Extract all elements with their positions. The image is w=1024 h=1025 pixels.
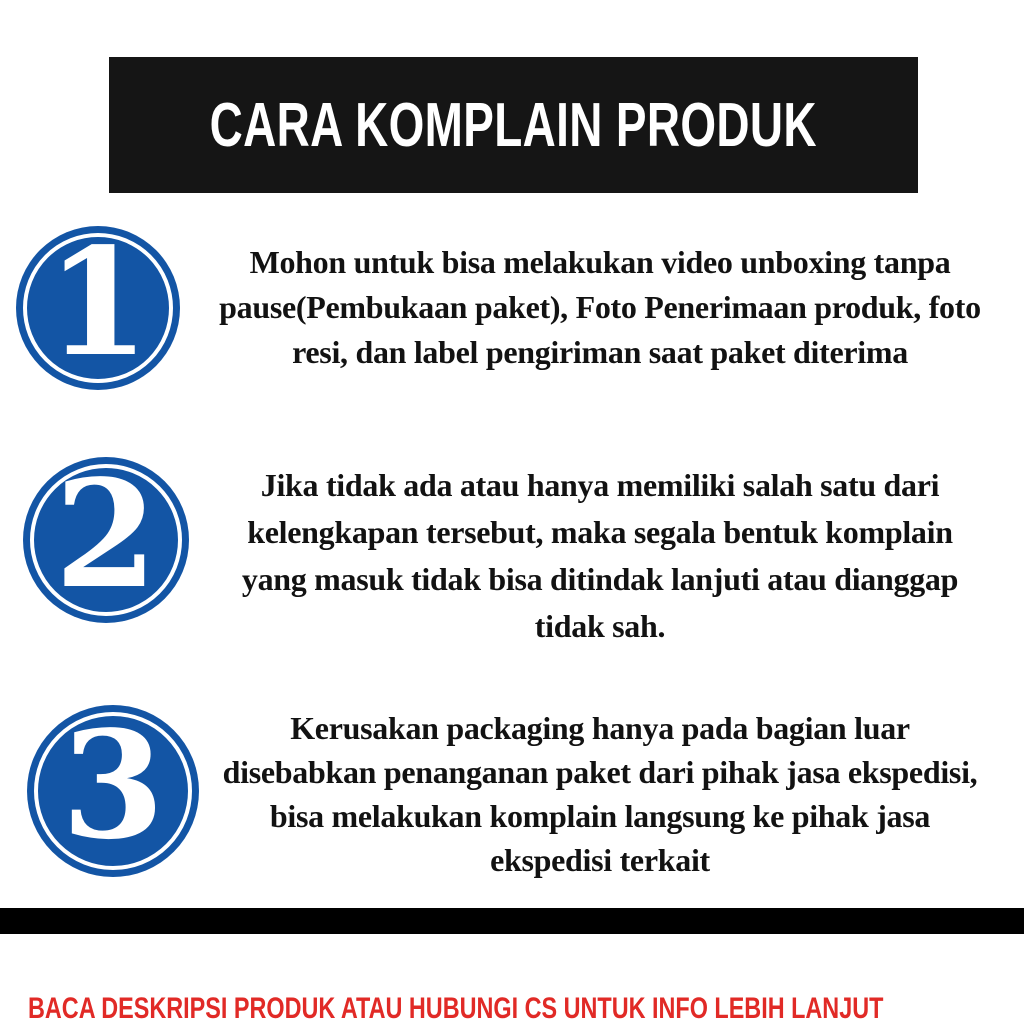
step-2-text <box>178 462 1022 650</box>
step-3-line: bisa melakukan komplain langsung ke pihak jasa <box>269 798 931 834</box>
step-1-number: 1 <box>46 215 150 389</box>
step-1-text <box>178 240 1022 375</box>
step-2-badge <box>23 447 189 623</box>
step-1-badge <box>16 215 180 390</box>
step-3-number: 3 <box>61 698 165 872</box>
step-2-line: Jika tidak ada atau hanya memiliki salah satu dari <box>260 467 940 503</box>
step-3-badge <box>27 698 199 877</box>
step-3-line: disebabkan penanganan paket dari pihak jasa ekspedisi, <box>222 754 978 790</box>
step-2-line: tidak sah. <box>534 608 666 644</box>
step-3-line: ekspedisi terkait <box>490 842 710 878</box>
bottom-divider-bar <box>0 908 1024 934</box>
header-box <box>109 57 918 193</box>
step-3-line: Kerusakan packaging hanya pada bagian luar <box>290 710 910 746</box>
step-1-line: pause(Pembukaan paket), Foto Penerimaan produk, foto <box>219 289 981 325</box>
step-1-line: resi, dan label pengiriman saat paket diterima <box>292 334 908 370</box>
step-1-line: Mohon untuk bisa melakukan video unboxing tanpa <box>249 244 951 280</box>
step-2-line: yang masuk tidak bisa ditindak lanjuti atau dianggap <box>241 561 959 597</box>
step-2-line: kelengkapan tersebut, maka segala bentuk komplain <box>247 514 953 550</box>
step-3-text <box>178 706 1022 882</box>
footer-note: BACA DESKRIPSI PRODUK ATAU HUBUNGI CS UNTUK INFO LEBIH LANJUT <box>28 992 884 1025</box>
page-title: CARA KOMPLAIN PRODUK <box>209 90 818 160</box>
step-2-number: 2 <box>54 447 158 621</box>
